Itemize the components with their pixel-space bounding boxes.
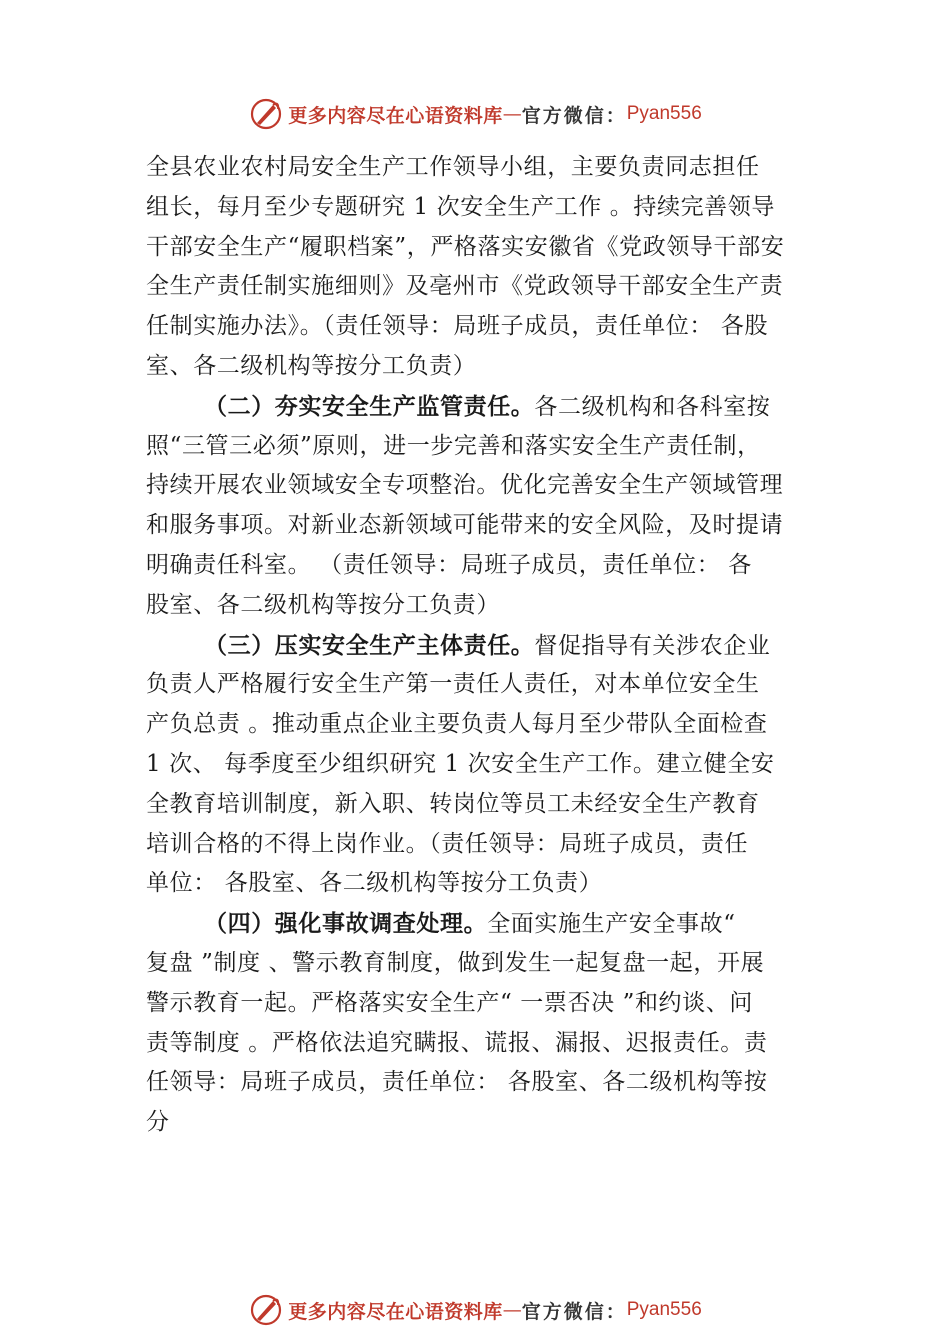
section-heading-4: （四）强化事故调查处理。 — [204, 910, 488, 938]
paragraph-1 — [146, 148, 814, 387]
text-line: 任领导：局班子成员，责任单位： 各股室、各二级机构等按 — [146, 1069, 768, 1096]
text-line: 干部安全生产“履职档案”，严格落实安徽省《党政领导干部安 — [146, 233, 785, 260]
text-line: 培训合格的不得上岗作业。（责任领导：局班子成员，责任 — [146, 830, 749, 857]
text-line: 责等制度 。严格依法追究瞒报、谎报、漏报、迟报责任。责 — [146, 1029, 768, 1056]
header-brand-text: 更多内容尽在心语资料库 — [288, 104, 503, 127]
quill-logo-icon — [248, 96, 284, 132]
paragraph-3 — [146, 626, 814, 905]
text-line: 室、各二级机构等按分工负责） — [146, 352, 477, 379]
header-dash: — — [502, 103, 522, 125]
text-line: 照“三管三必须”原则，进一步完善和落实安全生产责任制， — [146, 432, 761, 459]
footer-wechat-label: 官方微信： — [521, 1300, 627, 1323]
text-line: 1 次、 每季度至少组织研究 1 次安全生产工作。建立健全安 — [146, 750, 775, 777]
text-line — [146, 626, 814, 666]
text-line: 单位： 各股室、各二级机构等按分工负责） — [146, 870, 603, 897]
text-line: 分 — [146, 1109, 170, 1136]
text-line: 产负总责 。推动重点企业主要负责人每月至少带队全面检查 — [146, 711, 768, 738]
footer-brand-text: 更多内容尽在心语资料库 — [288, 1300, 503, 1323]
text-line: 全县农业农村局安全生产工作领导小组，主要负责同志担任 — [146, 154, 760, 180]
text-run: 各二级机构和各科室按 — [534, 393, 771, 420]
text-line: 股室、各二级机构等按分工负责） — [146, 591, 500, 618]
section-heading-3: （三）压实安全生产主体责任。 — [204, 631, 535, 659]
header-wechat-id: Pyan556 — [626, 103, 702, 124]
text-run: 全面实施生产安全事故“ — [487, 911, 736, 938]
footer-watermark-banner — [0, 1290, 950, 1330]
section-heading-2: （二）夯实安全生产监管责任。 — [204, 392, 535, 420]
text-line: 和服务事项。对新业态新领域可能带来的安全风险，及时提请 — [146, 512, 784, 539]
text-line: 全生产责任制实施细则》及亳州市《党政领导干部安全生产责 — [146, 273, 784, 300]
document-body — [146, 148, 814, 1143]
text-line: 全教育培训制度，新入职、转岗位等员工未经安全生产教育 — [146, 790, 760, 817]
text-line: 复盘 ”制度 、警示教育制度，做到发生一起复盘一起，开展 — [146, 949, 765, 976]
text-line — [146, 904, 814, 944]
footer-wechat-id: Pyan556 — [626, 1299, 702, 1320]
header-wechat-label: 官方微信： — [521, 104, 627, 127]
text-line: 持续开展农业领域安全专项整治。优化完善安全生产领域管理 — [146, 472, 784, 499]
text-line: 警示教育一起。严格落实安全生产“ 一票否决 ”和约谈、问 — [146, 989, 753, 1016]
text-run: 督促指导有关涉农企业 — [534, 632, 771, 659]
text-line: 负责人严格履行安全生产第一责任人责任，对本单位安全生 — [146, 671, 760, 698]
text-line: 组长，每月至少专题研究 1 次安全生产工作 。持续完善领导 — [146, 193, 775, 220]
text-line: 明确责任科室。 （责任领导：局班子成员，责任单位： 各 — [146, 551, 752, 578]
header-watermark-banner — [0, 94, 950, 134]
paragraph-4 — [146, 904, 814, 1143]
footer-dash: — — [502, 1299, 522, 1321]
quill-logo-icon — [248, 1292, 284, 1328]
text-line — [146, 387, 814, 427]
paragraph-2 — [146, 387, 814, 626]
text-line: 任制实施办法》。（责任领导：局班子成员，责任单位： 各股 — [146, 313, 769, 340]
